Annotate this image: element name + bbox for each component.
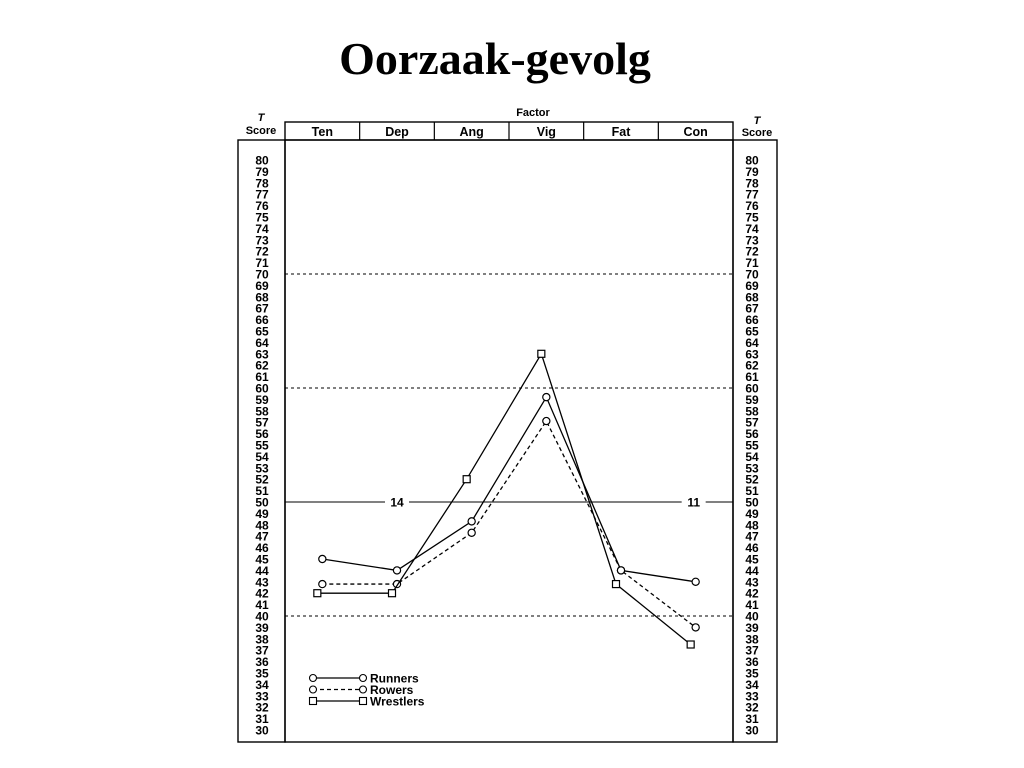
y-tick-label-left: 33 bbox=[255, 689, 269, 704]
y-tick-label-right: 77 bbox=[745, 187, 759, 202]
y-tick-label-right: 55 bbox=[745, 438, 759, 453]
y-tick-label-left: 61 bbox=[255, 370, 269, 385]
annotation-label: 14 bbox=[390, 495, 404, 510]
y-tick-label-left: 80 bbox=[255, 153, 269, 168]
y-tick-label-right: 72 bbox=[745, 244, 759, 259]
y-tick-label-left: 72 bbox=[255, 244, 269, 259]
y-tick-label-left: 31 bbox=[255, 712, 269, 727]
y-tick-label-left: 45 bbox=[255, 552, 269, 567]
y-tick-label-right: 59 bbox=[745, 392, 759, 407]
data-point-runners bbox=[692, 578, 699, 585]
y-tick-label-right: 57 bbox=[745, 415, 759, 430]
y-tick-label-left: 64 bbox=[255, 335, 269, 350]
y-tick-label-left: 74 bbox=[255, 221, 269, 236]
y-tick-label-right: 40 bbox=[745, 609, 759, 624]
y-tick-label-right: 48 bbox=[745, 518, 759, 533]
y-tick-label-left: 44 bbox=[255, 563, 269, 578]
y-tick-label-left: 34 bbox=[255, 677, 269, 692]
y-tick-label-right: 65 bbox=[745, 324, 759, 339]
data-point-runners bbox=[468, 518, 475, 525]
series-line-wrestlers bbox=[317, 354, 690, 645]
y-tick-label-right: 33 bbox=[745, 689, 759, 704]
y-tick-label-right: 80 bbox=[745, 153, 759, 168]
y-axis-label-right-t: T bbox=[753, 115, 761, 127]
y-tick-label-left: 53 bbox=[255, 461, 269, 476]
y-tick-label-right: 36 bbox=[745, 655, 759, 670]
y-tick-label-right: 44 bbox=[745, 563, 759, 578]
y-tick-label-right: 64 bbox=[745, 335, 759, 350]
series-line-runners bbox=[322, 397, 695, 582]
y-tick-label-left: 35 bbox=[255, 666, 269, 681]
y-tick-label-left: 78 bbox=[255, 176, 269, 191]
y-tick-label-right: 56 bbox=[745, 427, 759, 442]
y-tick-label-right: 50 bbox=[745, 495, 759, 510]
y-tick-label-left: 54 bbox=[255, 449, 269, 464]
y-tick-label-left: 48 bbox=[255, 518, 269, 533]
y-tick-label-left: 51 bbox=[255, 484, 269, 499]
y-tick-label-right: 38 bbox=[745, 632, 759, 647]
y-tick-label-right: 67 bbox=[745, 301, 759, 316]
y-tick-label-right: 75 bbox=[745, 210, 759, 225]
y-tick-label-right: 74 bbox=[745, 221, 759, 236]
y-tick-label-left: 46 bbox=[255, 541, 269, 556]
y-tick-label-left: 49 bbox=[255, 506, 269, 521]
y-tick-label-right: 61 bbox=[745, 370, 759, 385]
y-tick-label-right: 53 bbox=[745, 461, 759, 476]
y-tick-label-left: 79 bbox=[255, 164, 269, 179]
legend bbox=[310, 672, 425, 709]
y-tick-label-left: 37 bbox=[255, 643, 269, 658]
y-tick-label-left: 66 bbox=[255, 313, 269, 328]
y-tick-label-left: 56 bbox=[255, 427, 269, 442]
y-tick-label-left: 68 bbox=[255, 290, 269, 305]
y-tick-label-right: 73 bbox=[745, 233, 759, 248]
data-point-runners bbox=[393, 567, 400, 574]
y-tick-label-left: 71 bbox=[255, 256, 269, 271]
data-point-wrestlers bbox=[389, 590, 396, 597]
y-axis-label-left-t: T bbox=[257, 112, 265, 124]
y-tick-label-right: 37 bbox=[745, 643, 759, 658]
y-tick-label-left: 40 bbox=[255, 609, 269, 624]
y-tick-label-left: 55 bbox=[255, 438, 269, 453]
slide-title: Oorzaak-gevolg bbox=[339, 33, 651, 84]
y-tick-label-left: 62 bbox=[255, 358, 269, 373]
y-tick-label-right: 54 bbox=[745, 449, 759, 464]
y-tick-label-left: 73 bbox=[255, 233, 269, 248]
x-tick-label: Ang bbox=[459, 125, 484, 139]
y-tick-label-right: 66 bbox=[745, 313, 759, 328]
y-tick-label-right: 69 bbox=[745, 278, 759, 293]
legend-marker bbox=[310, 675, 317, 682]
y-tick-label-right: 41 bbox=[745, 598, 759, 613]
y-tick-label-left: 77 bbox=[255, 187, 269, 202]
y-tick-label-left: 75 bbox=[255, 210, 269, 225]
y-tick-label-right: 71 bbox=[745, 256, 759, 271]
y-tick-label-left: 39 bbox=[255, 620, 269, 635]
legend-label-wrestlers: Wrestlers bbox=[370, 694, 425, 709]
y-tick-label-right: 46 bbox=[745, 541, 759, 556]
x-tick-label: Vig bbox=[536, 125, 556, 139]
y-tick-label-right: 58 bbox=[745, 404, 759, 419]
chart-frame bbox=[238, 140, 777, 742]
x-axis-label: Factor bbox=[516, 107, 550, 119]
y-tick-label-right: 32 bbox=[745, 700, 759, 715]
y-tick-label-left: 63 bbox=[255, 347, 269, 362]
y-tick-label-right: 30 bbox=[745, 723, 759, 738]
y-tick-label-left: 50 bbox=[255, 495, 269, 510]
y-tick-label-right: 52 bbox=[745, 472, 759, 487]
y-tick-label-right: 70 bbox=[745, 267, 759, 282]
y-tick-label-right: 79 bbox=[745, 164, 759, 179]
y-tick-label-left: 43 bbox=[255, 575, 269, 590]
y-tick-label-right: 68 bbox=[745, 290, 759, 305]
data-point-rowers bbox=[319, 580, 326, 587]
y-tick-label-right: 63 bbox=[745, 347, 759, 362]
legend-marker bbox=[360, 698, 367, 705]
data-point-wrestlers bbox=[687, 641, 694, 648]
data-point-rowers bbox=[468, 529, 475, 536]
plot-area bbox=[285, 140, 733, 742]
y-tick-label-left: 30 bbox=[255, 723, 269, 738]
y-tick-label-left: 36 bbox=[255, 655, 269, 670]
y-tick-label-right: 78 bbox=[745, 176, 759, 191]
y-tick-label-right: 49 bbox=[745, 506, 759, 521]
y-tick-label-left: 47 bbox=[255, 529, 269, 544]
y-tick-label-left: 65 bbox=[255, 324, 269, 339]
y-tick-label-left: 58 bbox=[255, 404, 269, 419]
legend-marker bbox=[310, 686, 317, 693]
y-tick-label-left: 70 bbox=[255, 267, 269, 282]
y-tick-label-left: 52 bbox=[255, 472, 269, 487]
x-tick-label: Dep bbox=[385, 125, 409, 139]
y-tick-label-right: 62 bbox=[745, 358, 759, 373]
legend-marker bbox=[360, 675, 367, 682]
data-point-wrestlers bbox=[463, 476, 470, 483]
legend-label-runners: Runners bbox=[370, 671, 419, 686]
y-tick-label-left: 57 bbox=[255, 415, 269, 430]
legend-marker bbox=[310, 698, 317, 705]
data-point-runners bbox=[319, 555, 326, 562]
y-tick-label-right: 42 bbox=[745, 586, 759, 601]
series-line-rowers bbox=[322, 421, 695, 627]
y-axis-label-right-score: Score bbox=[741, 127, 773, 139]
y-tick-label-right: 45 bbox=[745, 552, 759, 567]
x-tick-label: Fat bbox=[611, 125, 631, 139]
y-axis-right bbox=[742, 115, 773, 738]
y-tick-label-right: 31 bbox=[745, 712, 759, 727]
y-tick-label-right: 34 bbox=[745, 677, 759, 692]
data-point-runners bbox=[543, 394, 550, 401]
y-tick-label-left: 60 bbox=[255, 381, 269, 396]
legend-label-rowers: Rowers bbox=[370, 683, 414, 697]
y-tick-label-right: 39 bbox=[745, 620, 759, 635]
data-point-wrestlers bbox=[538, 350, 545, 357]
y-tick-label-left: 32 bbox=[255, 700, 269, 715]
y-tick-label-left: 41 bbox=[255, 598, 269, 613]
data-point-rowers bbox=[617, 567, 624, 574]
y-axis-left bbox=[246, 112, 277, 738]
series-group bbox=[314, 350, 699, 648]
x-tick-label: Con bbox=[683, 125, 708, 139]
y-tick-label-right: 76 bbox=[745, 199, 759, 214]
data-point-rowers bbox=[543, 417, 550, 424]
y-tick-label-right: 43 bbox=[745, 575, 759, 590]
reference-lines bbox=[285, 274, 733, 616]
y-tick-label-right: 51 bbox=[745, 484, 759, 499]
annotation-label: 11 bbox=[687, 495, 701, 510]
y-tick-label-left: 42 bbox=[255, 586, 269, 601]
legend-marker bbox=[360, 686, 367, 693]
y-tick-label-left: 67 bbox=[255, 301, 269, 316]
y-tick-label-left: 76 bbox=[255, 199, 269, 214]
data-point-wrestlers bbox=[314, 590, 321, 597]
factor-header bbox=[285, 107, 733, 140]
y-tick-label-right: 60 bbox=[745, 381, 759, 396]
y-tick-label-right: 35 bbox=[745, 666, 759, 681]
y-tick-label-left: 38 bbox=[255, 632, 269, 647]
data-point-wrestlers bbox=[613, 581, 620, 588]
data-point-rowers bbox=[692, 624, 699, 631]
x-tick-label: Ten bbox=[311, 125, 333, 139]
y-tick-label-left: 59 bbox=[255, 392, 269, 407]
y-tick-label-right: 47 bbox=[745, 529, 759, 544]
y-axis-label-left-score: Score bbox=[245, 125, 277, 137]
y-tick-label-left: 69 bbox=[255, 278, 269, 293]
